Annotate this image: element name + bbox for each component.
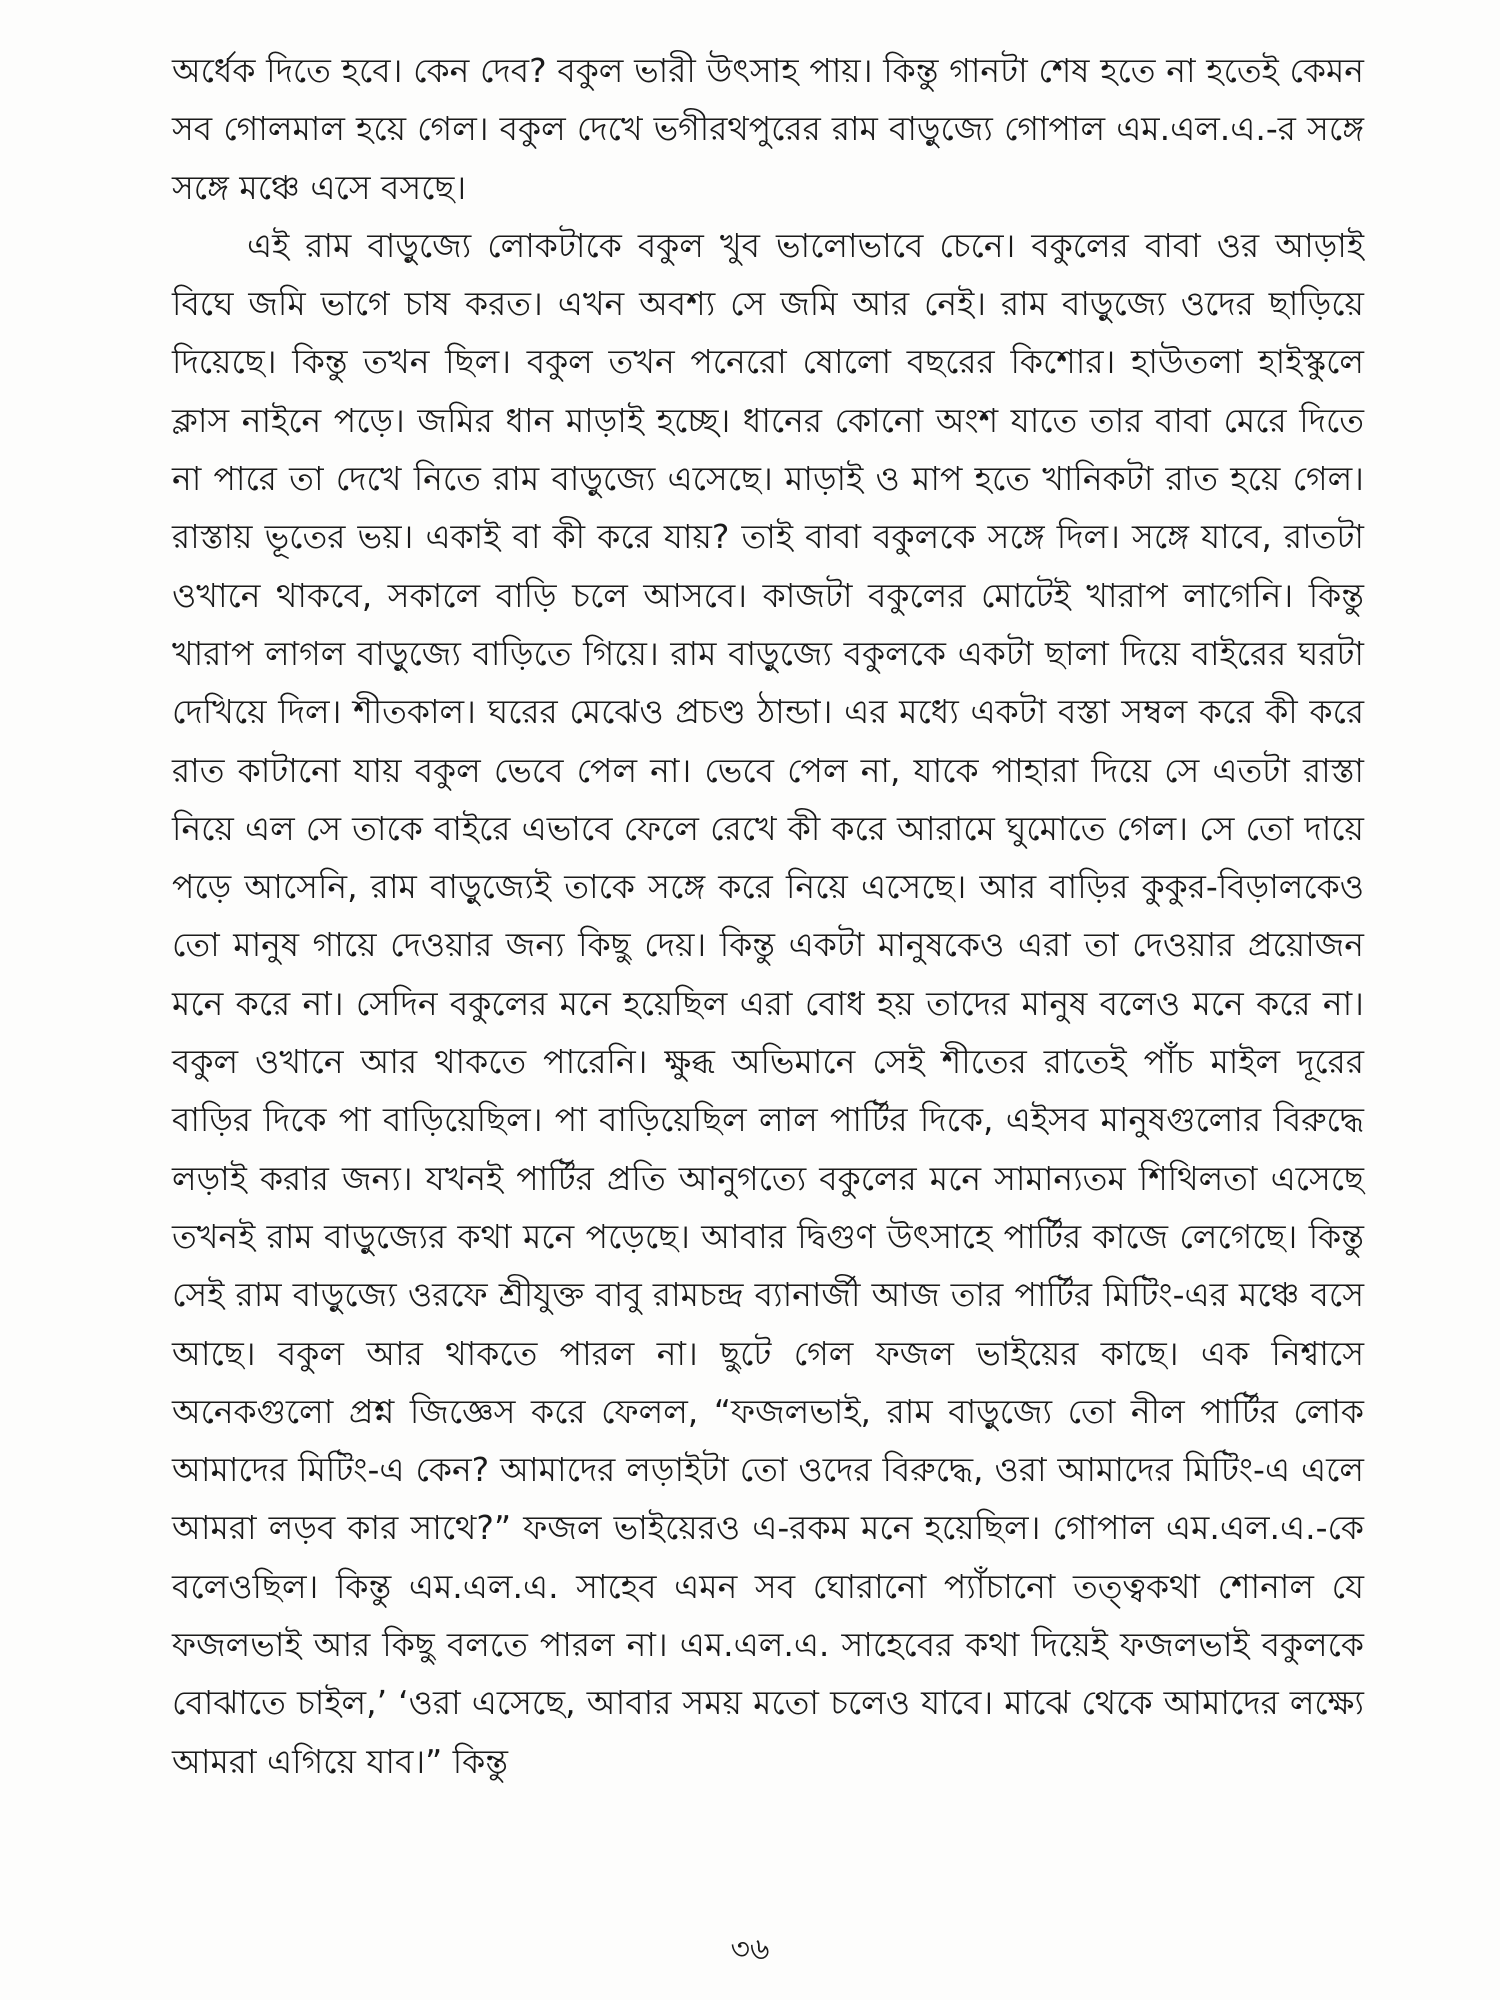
- body-text: [172, 42, 1364, 1791]
- paragraph-2: এই রাম বাড়ুজ্যে লোকটাকে বকুল খুব ভালোভাবে চেনে। বকুলের বাবা ওর আড়াই বিঘে জমি ভাগে চাষ করত। এখন অবশ্য সে জমি আর নেই। রাম বাড়ুজ্যে ওদের ছাড়িয়ে দিয়েছে। কিন্তু তখন ছিল। বকুল তখন পনেরো ষোলো বছরের কিশোর। হাউতলা হাইস্কুলে ক্লাস নাইনে পড়ে। জমির ধান মাড়াই হচ্ছে। ধানের কোনো অংশ যাতে তার বাবা মেরে দিতে না পারে তা দেখে নিতে রাম বাড়ুজ্যে এসেছে। মাড়াই ও মাপ হতে খানিকটা রাত হয়ে গেল। রাস্তায় ভূতের ভয়। একাই বা কী করে যায়? তাই বাবা বকুলকে সঙ্গে দিল। সঙ্গে যাবে, রাতটা ওখানে থাকবে, সকালে বাড়ি চলে আসবে। কাজটা বকুলের মোটেই খারাপ লাগেনি। কিন্তু খারাপ লাগল বাড়ুজ্যে বাড়িতে গিয়ে। রাম বাড়ুজ্যে বকুলকে একটা ছালা দিয়ে বাইরের ঘরটা দেখিয়ে দিল। শীতকাল। ঘরের মেঝেও প্রচণ্ড ঠান্ডা। এর মধ্যে একটা বস্তা সম্বল করে কী করে রাত কাটানো যায় বকুল ভেবে পেল না। ভেবে পেল না, যাকে পাহারা দিয়ে সে এতটা রাস্তা নিয়ে এল সে তাকে বাইরে এভাবে ফেলে রেখে কী করে আরামে ঘুমোতে গেল। সে তো দায়ে পড়ে আসেনি, রাম বাড়ুজ্যেই তাকে সঙ্গে করে নিয়ে এসেছে। আর বাড়ির কুকুর-বিড়ালকেও তো মানুষ গায়ে দেওয়ার জন্য কিছু দেয়। কিন্তু একটা মানুষকেও এরা তা দেওয়ার প্রয়োজন মনে করে না। সেদিন বকুলের মনে হয়েছিল এরা বোধ হয় তাদের মানুষ বলেও মনে করে না। বকুল ওখানে আর থাকতে পারেনি। ক্ষুব্ধ অভিমানে সেই শীতের রাতেই পাঁচ মাইল দূরের বাড়ির দিকে পা বাড়িয়েছিল। পা বাড়িয়েছিল লাল পার্টির দিকে, এইসব মানুষগুলোর বিরুদ্ধে লড়াই করার জন্য। যখনই পার্টির প্রতি আনুগত্যে বকুলের মনে সামান্যতম শিথিলতা এসেছে তখনই রাম বাড়ুজ্যের কথা মনে পড়েছে। আবার দ্বিগুণ উৎসাহে পার্টির কাজে লেগেছে। কিন্তু সেই রাম বাড়ুজ্যে ওরফে শ্রীযুক্ত বাবু রামচন্দ্র ব্যানার্জী আজ তার পার্টির মিটিং-এর মঞ্চে বসে আছে। বকুল আর থাকতে পারল না। ছুটে গেল ফজল ভাইয়ের কাছে। এক নিশ্বাসে অনেকগুলো প্রশ্ন জিজ্ঞেস করে ফেলল, “ফজলভাই, রাম বাড়ুজ্যে তো নীল পার্টির লোক আমাদের মিটিং-এ কেন? আমাদের লড়াইটা তো ওদের বিরুদ্ধে, ওরা আমাদের মিটিং-এ এলে আমরা লড়ব কার সাথে?” ফজল ভাইয়েরও এ-রকম মনে হয়েছিল। গোপাল এম.এল.এ.-কে বলেওছিল। কিন্তু এম.এল.এ. সাহেব এমন সব ঘোরানো প্যাঁচানো তত্ত্বকথা শোনাল যে ফজলভাই আর কিছু বলতে পারল না। এম.এল.এ. সাহেবের কথা দিয়েই ফজলভাই বকুলকে বোঝাতে চাইল,’ ‘ওরা এসেছে, আবার সময় মতো চলেও যাবে। মাঝে থেকে আমাদের লক্ষ্যে আমরা এগিয়ে যাব।” কিন্তু: [172, 225, 1364, 1781]
- page-number: ৩৬: [730, 1932, 770, 1967]
- paragraph-1: অর্ধেক দিতে হবে। কেন দেব? বকুল ভারী উৎসাহ পায়। কিন্তু গানটা শেষ হতে না হতেই কেমন সব গোলমাল হয়ে গেল। বকুল দেখে ভগীরথপুরের রাম বাড়ুজ্যে গোপাল এম.এল.এ.-র সঙ্গে সঙ্গে মঞ্চে এসে বসছে।: [172, 51, 1364, 207]
